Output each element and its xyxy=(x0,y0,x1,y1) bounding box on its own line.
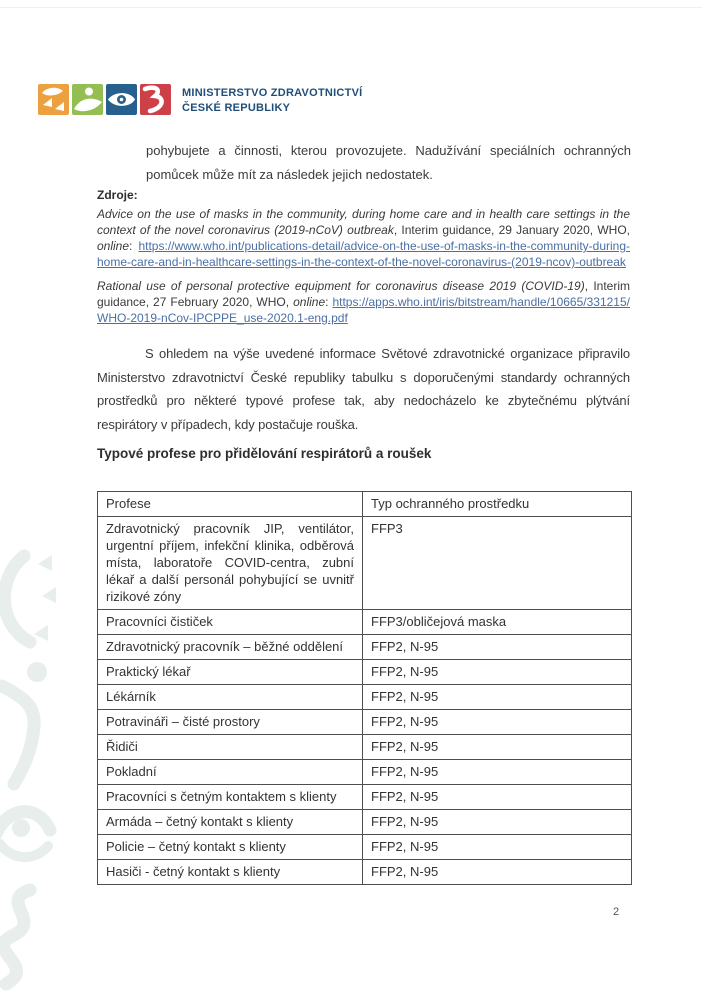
intro-paragraph: pohybujete a činnosti, kterou provozujete. Nadužívání speciálních ochranných pomůcek může mít za následek jejich nedostatek. xyxy=(146,143,631,182)
type-cell: FFP2, N-95 xyxy=(363,785,632,810)
profession-cell: Armáda – četný kontakt s klienty xyxy=(98,810,363,835)
profession-cell: Policie – četný kontakt s klienty xyxy=(98,835,363,860)
table-header-row xyxy=(98,492,632,517)
source-1-colon: : xyxy=(129,239,139,253)
source-1-meta: , Interim guidance, 29 January 2020, WHO, xyxy=(393,223,630,237)
profession-cell: Zdravotnický pracovník JIP, ventilátor, urgentní příjem, infekční klinika, odběrová místa, laboratoře COVID-centra, zubní lékař a další personál pohybující se uvnitř rizikové zóny xyxy=(98,517,363,610)
sources-label: Zdroje: xyxy=(97,188,138,202)
table-row xyxy=(98,610,632,635)
table-row xyxy=(98,517,632,610)
source-link-1[interactable]: https://www.who.int/publications-detail/advice-on-the-use-of-masks-in-the-community-during-home-care-and-in-healthcare-settings-in-the-context-of-the-novel-coronavirus-(2019-ncov)-outbreak xyxy=(97,239,630,269)
type-cell: FFP2, N-95 xyxy=(363,685,632,710)
type-cell: FFP3 xyxy=(363,517,632,610)
section-heading: Typové profese pro přidělování respirátorů a roušek xyxy=(97,446,432,461)
main-paragraph: S ohledem na výše uvedené informace Světové zdravotnické organizace připravilo Ministerstvo zdravotnictví České republiky tabulku s doporučenými standardy ochranných prostředků pro některé typové profese tak, aby nedocházelo ke zbytečnému plýtvání respirátory v případech, kdy postačuje rouška. xyxy=(97,346,630,432)
profession-cell: Potravináři – čisté prostory xyxy=(98,710,363,735)
table-row xyxy=(98,785,632,810)
ministry-name xyxy=(182,84,362,115)
ministry-name-line1: MINISTERSTVO ZDRAVOTNICTVÍ xyxy=(182,87,363,99)
table-row xyxy=(98,735,632,760)
ministry-logo-icon xyxy=(38,84,171,115)
professions-table xyxy=(97,491,632,885)
table-row xyxy=(98,710,632,735)
profession-cell: Hasiči - četný kontakt s klienty xyxy=(98,860,363,885)
profession-cell: Řidiči xyxy=(98,735,363,760)
scan-edge-line xyxy=(0,7,702,8)
profession-cell: Praktický lékař xyxy=(98,660,363,685)
type-cell: FFP3/obličejová maska xyxy=(363,610,632,635)
column-header-type: Typ ochranného prostředku xyxy=(363,492,632,517)
table-row xyxy=(98,810,632,835)
type-cell: FFP2, N-95 xyxy=(363,860,632,885)
profession-cell: Zdravotnický pracovník – běžné oddělení xyxy=(98,635,363,660)
type-cell: FFP2, N-95 xyxy=(363,810,632,835)
table-row xyxy=(98,760,632,785)
page-number: 2 xyxy=(613,906,620,918)
source-1-online-word: online xyxy=(97,239,130,253)
type-cell: FFP2, N-95 xyxy=(363,635,632,660)
source-2-title: Rational use of personal protective equipment for coronavirus disease 2019 (COVID-19) xyxy=(97,279,585,293)
profession-cell: Pracovníci čističek xyxy=(98,610,363,635)
source-1-title: Advice on the use of masks in the community, during home care and in health care settings in the context of the novel coronavirus (2019-nCoV) outbreak xyxy=(97,207,630,237)
profession-cell: Pracovníci s četným kontaktem s klienty xyxy=(98,785,363,810)
type-cell: FFP2, N-95 xyxy=(363,760,632,785)
profession-cell: Pokladní xyxy=(98,760,363,785)
column-header-profession: Profese xyxy=(98,492,363,517)
source-2-colon: : xyxy=(325,295,333,309)
source-2-meta: , Interim guidance, 27 February 2020, WHO, xyxy=(97,279,631,309)
profession-cell: Lékárník xyxy=(98,685,363,710)
table-row xyxy=(98,835,632,860)
source-citation-1 xyxy=(97,206,630,270)
ministry-name-line2: ČESKÉ REPUBLIKY xyxy=(182,101,291,114)
type-cell: FFP2, N-95 xyxy=(363,710,632,735)
table-row xyxy=(98,860,632,885)
table-row xyxy=(98,635,632,660)
ministry-logo xyxy=(38,84,362,115)
table-row xyxy=(98,660,632,685)
source-2-online-word: online xyxy=(293,295,326,309)
table-row xyxy=(98,685,632,710)
sources-list xyxy=(97,206,630,326)
watermark-logo-glyphs-icon xyxy=(0,538,62,992)
source-citation-2 xyxy=(97,278,630,326)
type-cell: FFP2, N-95 xyxy=(363,835,632,860)
source-link-2[interactable]: https://apps.who.int/iris/bitstream/handle/10665/331215/WHO-2019-nCov-IPCPPE_use-2020.1-eng.pdf xyxy=(97,295,630,325)
type-cell: FFP2, N-95 xyxy=(363,735,632,760)
type-cell: FFP2, N-95 xyxy=(363,660,632,685)
